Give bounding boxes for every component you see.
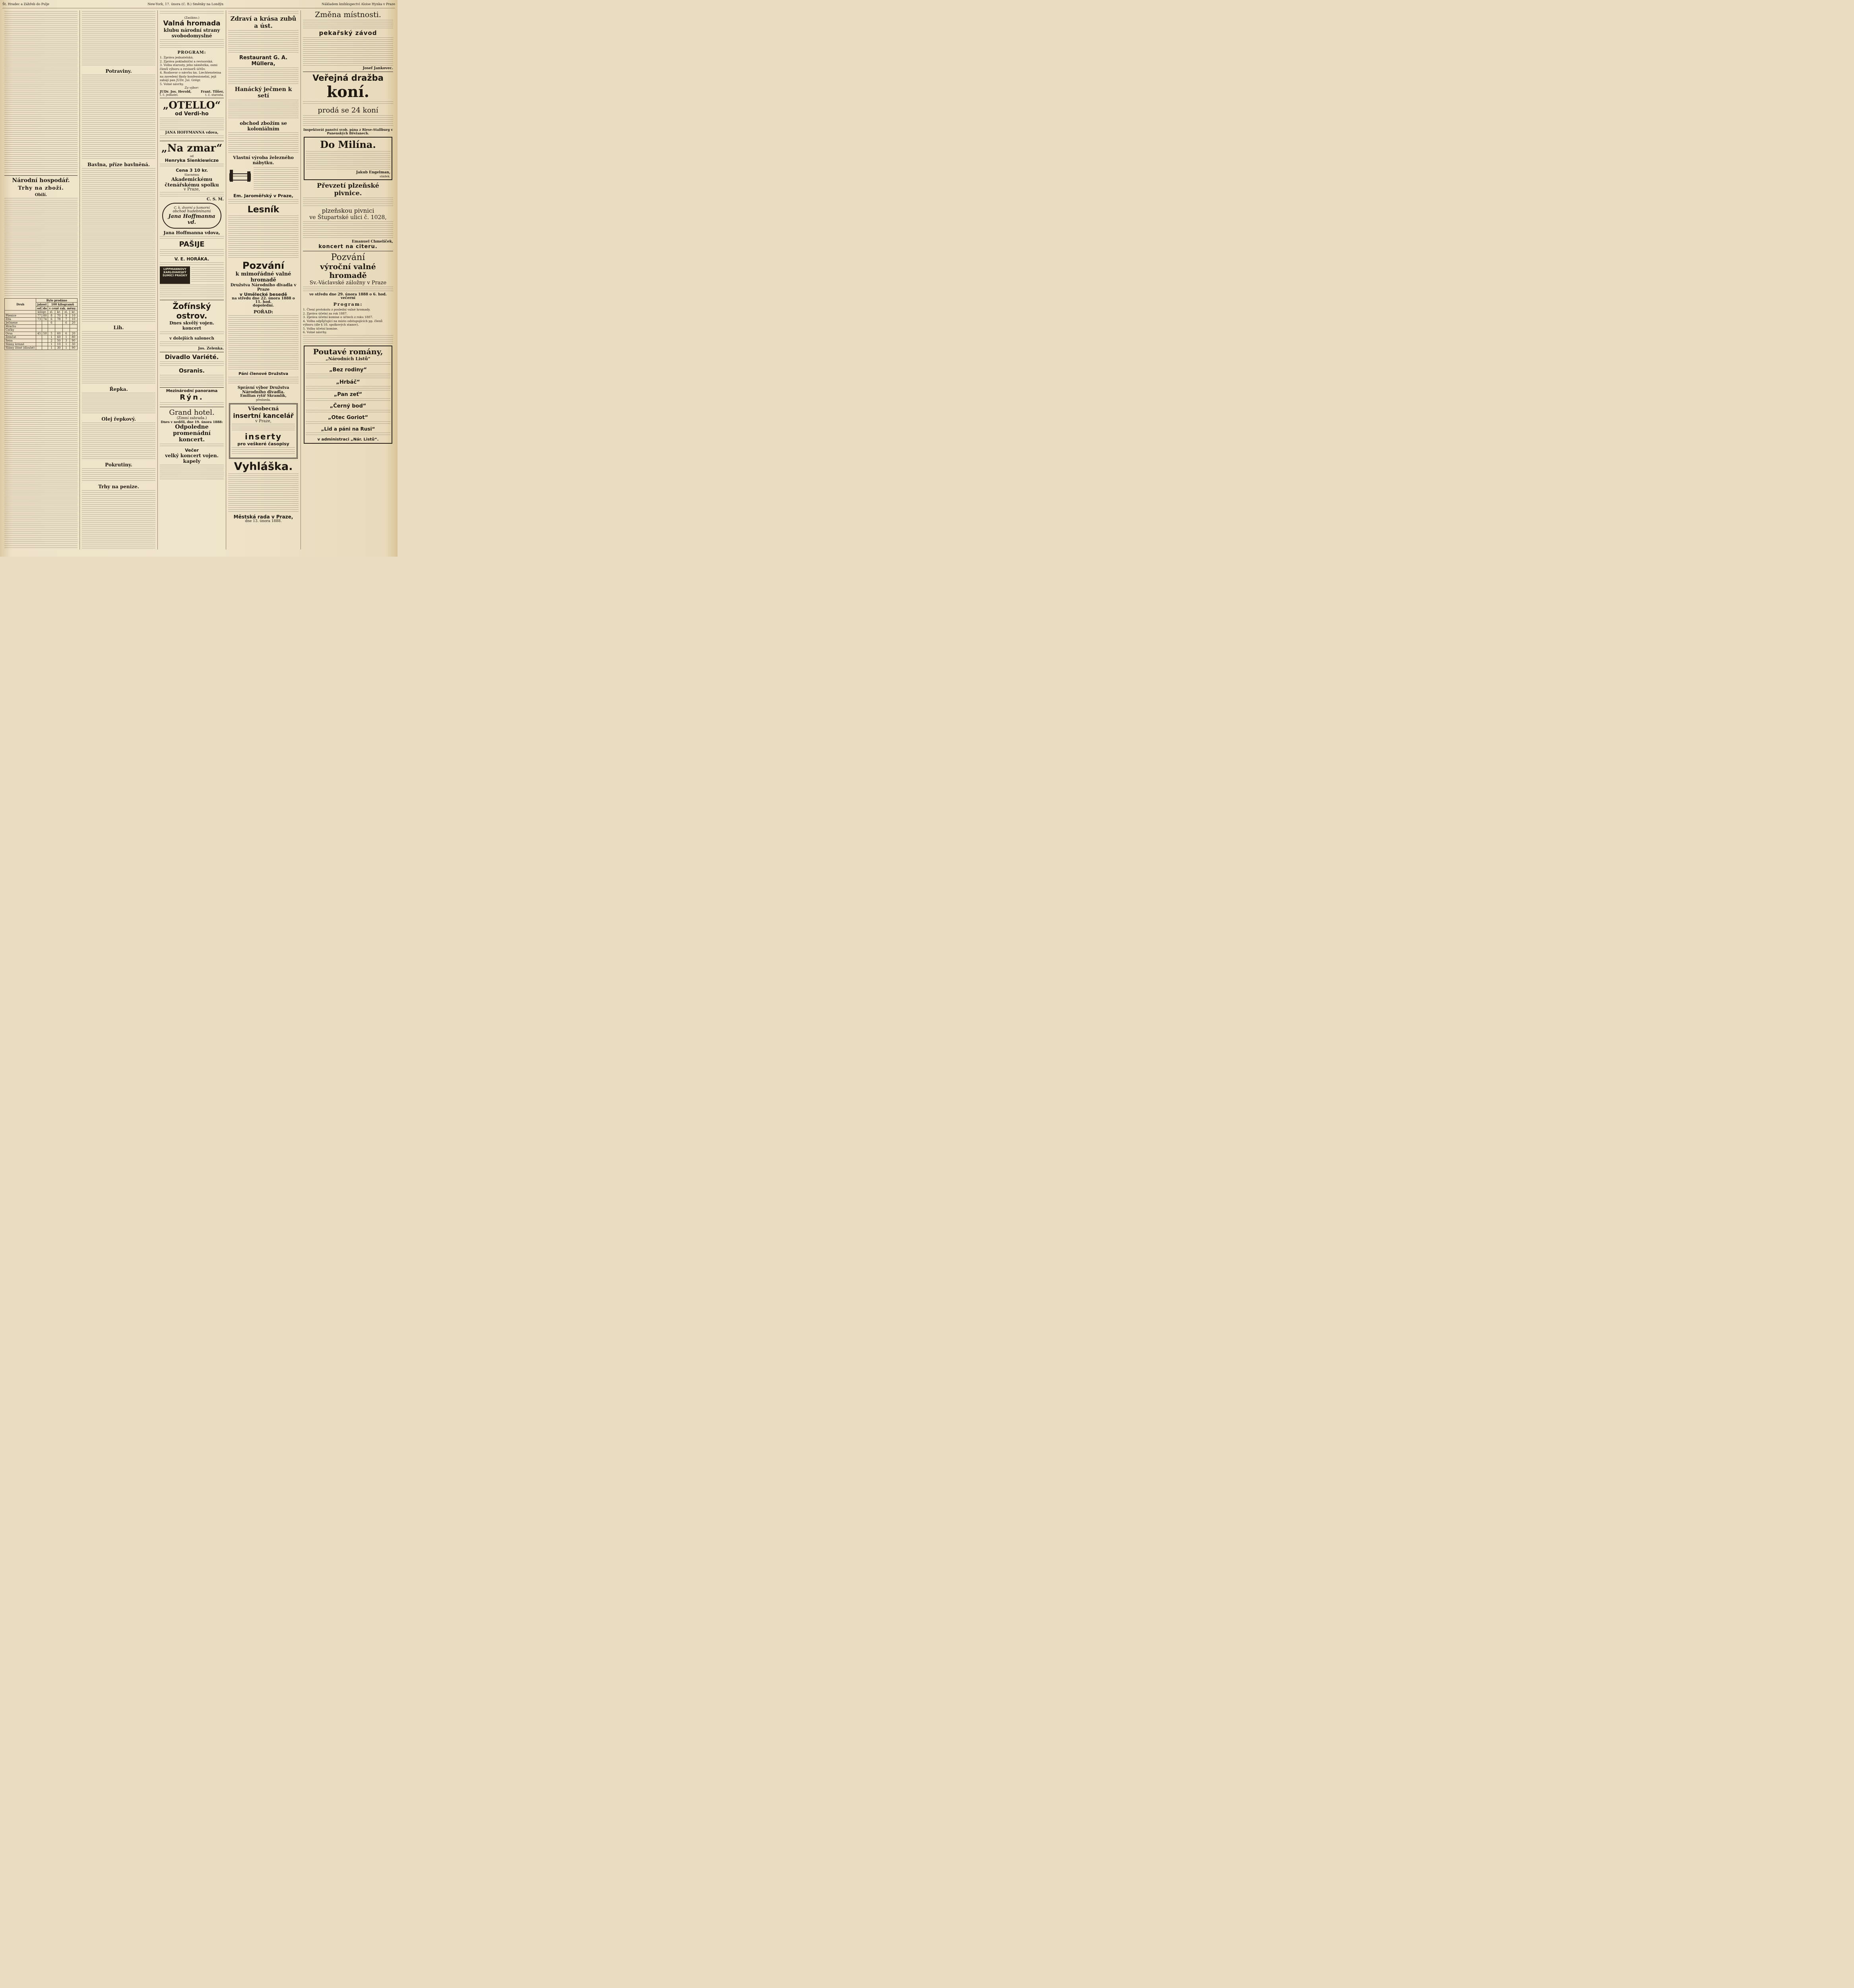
body-text [228, 11, 299, 14]
body-text [191, 267, 224, 283]
body-text [306, 374, 390, 379]
body-text [160, 342, 224, 346]
body-text [4, 11, 78, 174]
body-text [254, 167, 299, 191]
sub-title: Obilí. [35, 193, 47, 197]
annual-date: ve středu dne 29. února 1888 o 6. hod. večerní [309, 293, 387, 300]
novel-item: „Pan zeť“ [334, 391, 363, 398]
od-label: od [190, 154, 194, 158]
th-od: od [36, 307, 42, 311]
body-text [228, 30, 299, 54]
body-text [160, 375, 224, 386]
inspectorate: Inspektorát panství svob. pána z Riese-Stallburg v Panenských Břežanech. [303, 128, 393, 135]
bed-icon [228, 167, 252, 185]
table-row: Sena 2 50 3 90 [5, 339, 78, 343]
horak-name: V. E. HORÁKA. [174, 256, 209, 262]
horses-title: koní. [327, 83, 369, 101]
zofin-salon: v dolejších salonech [169, 336, 214, 341]
table-row: Pšenice 77 80 8 70 9 10 [5, 314, 78, 318]
body-text [82, 331, 155, 385]
column-3 [157, 10, 226, 549]
furniture-title: Vlastní výroba železného nábytku. [233, 155, 294, 165]
section-title: Bavlna, příze bavlněná. [87, 162, 150, 167]
vybor-label: Za výbor: [184, 86, 199, 89]
section-title: Potraviny. [105, 68, 132, 74]
inserty-word: inserty [244, 432, 282, 441]
list-item: 1. Zpráva jednatelská. [160, 56, 194, 59]
meeting-date: na středu dne 22. února 1888 o 11. hod. [232, 297, 295, 304]
zofin-concert: Dnes skvělý vojen. koncert [169, 320, 214, 331]
table-row: Ovsa 45 50 5 60 6 20 [5, 332, 78, 336]
body-text [303, 335, 393, 344]
promenade-concert: promenádní koncert. [173, 430, 211, 443]
initials: C. S. M. [206, 197, 224, 202]
engelman-sig: Jakub Engelman, [356, 171, 390, 175]
novel-item: „Hrbáč“ [336, 379, 360, 385]
pub-name: plzeňskou pivnici [322, 207, 374, 214]
grain-table [4, 298, 78, 350]
council-date: dne 13. února 1888. [245, 519, 282, 523]
theatre-coop: Družstva Národního divadla v Praze [230, 283, 297, 292]
venue: v Umělecké besedě [239, 292, 287, 297]
newspaper-page [0, 0, 398, 557]
column-4 [226, 10, 301, 549]
afternoon-label: Odpoledne [175, 424, 209, 430]
lippmann-logo: LIPPMANNOVY KARLOVARSKÝ ŠUMÍCÍ PRÁŠKY [160, 266, 190, 284]
nazmar-title: „Na zmar“ [161, 142, 223, 154]
table-row: Slámy krmné 1 10 1 30 [5, 343, 78, 346]
body-text [232, 447, 295, 455]
th-unit: 100 kilogramů [48, 303, 78, 307]
body-text [160, 11, 224, 15]
zelenka-sig: Jos. Zelenka. [198, 347, 224, 351]
variete-title: Divadlo Variété. [165, 353, 219, 361]
board-line: Správní výbor Družstva Národního divadla. [237, 386, 289, 394]
top-mid: New-York, 17. února (C. B.) Směnky na Londýn [147, 2, 223, 6]
th-cene: v ceně rak. měny. [48, 307, 78, 311]
agenda-title: POŘAD: [253, 309, 273, 315]
club-name: klubu národní strany svobodomyslné [163, 27, 220, 39]
novel-item: „Černý bod“ [330, 403, 367, 409]
th-do: do [42, 307, 48, 311]
dedication-label: Slavnému [184, 173, 200, 177]
annual-program-title: Program: [333, 302, 363, 307]
slad-label: sládek. [380, 175, 390, 178]
annual-program-list [303, 308, 393, 334]
body-text [160, 249, 224, 256]
section-title: Pokrutiny. [105, 462, 132, 468]
body-text [228, 315, 299, 371]
jaromer-name: Em. Jaroměřský v Praze, [233, 193, 293, 198]
body-text [228, 474, 299, 513]
chmelicek-sig: Emanuel Chmelíček, [352, 240, 393, 244]
office-city: v Praze, [255, 419, 272, 423]
advert-office-box [229, 403, 298, 459]
body-text [306, 410, 390, 414]
th-title: Bylo prodáno [36, 299, 78, 303]
publisher-name: Jana Hoffmanna vdova, [163, 230, 220, 235]
milin-title: Do Milína. [320, 139, 376, 150]
evening-concert: velký koncert vojen. kapely [165, 453, 219, 464]
body-text [306, 421, 390, 425]
barley-title: Hanácký ječmen k setí [235, 86, 292, 99]
table-row: Zemčat 1 60 1 80 [5, 336, 78, 339]
body-text [160, 465, 224, 481]
column-2 [80, 10, 157, 549]
table-row: Hrachu [5, 325, 78, 328]
body-text [228, 132, 299, 154]
body-text [160, 262, 224, 266]
table-row: Čočky [5, 328, 78, 332]
body-text [82, 11, 155, 67]
furniture-ad [228, 167, 299, 192]
pozvani-title: Pozvání [242, 260, 285, 271]
body-text [160, 39, 224, 49]
list-item: 4. Volba odpůjčující na místo odstupujících pp. členů výboru (dle § 18. spolkových stanov). [303, 319, 383, 326]
body-text [82, 468, 155, 482]
body-text [228, 100, 299, 120]
milin-box [304, 137, 392, 180]
publisher-line: JANA HOFFMANNA vdova, [165, 131, 219, 135]
listu-name: „Národních Listů“ [326, 356, 370, 361]
section-title: Národní hospodář. [12, 177, 70, 184]
grand-hotel-sub: (Zimní zahrada.) [176, 416, 207, 420]
office-title: insertní kancelář [233, 412, 294, 419]
body-text [160, 236, 224, 239]
body-text [160, 332, 224, 336]
list-item: 2. Zpráva účetní za rok 1887. [303, 311, 348, 315]
list-item: 3. Zpráva účetní komise o účtech z roku 1887. [303, 315, 373, 319]
signature-tilser: Frant. Tilšer, [200, 89, 224, 93]
body-text [303, 198, 393, 206]
section-title: Trhy na penize. [98, 484, 139, 489]
body-text [82, 75, 155, 160]
meeting-time: dopolední. [252, 304, 274, 308]
body-text [306, 362, 390, 366]
panorama-title: Mezinárodní panorama [166, 389, 218, 393]
bakery-title: pekařský závod [319, 29, 377, 37]
osranis-name: Osranis. [178, 368, 205, 374]
body-text [232, 424, 295, 431]
publisher-stamp: C. k. dvorní a komorní obchod hudebninami Jana Hoffmanna vd. [162, 203, 221, 229]
city-council: Městská rada v Praze, [233, 514, 293, 520]
price-line: Cena 3 10 kr. [176, 168, 208, 173]
verdi-line: od Verdi-ho [175, 111, 209, 117]
novel-item: „Lid a páni na Rusi“ [321, 426, 375, 432]
th-kr: kr. [55, 311, 62, 314]
dedication-city: v Praze, [184, 187, 200, 192]
bank-name: Sv.-Václavské záložny v Praze [309, 280, 387, 286]
th-jakost: jakost [36, 303, 48, 307]
section-title: Lih. [113, 325, 124, 330]
list-item: 4. Rozhovor o návrhu kn. Liechtensteina na zavedení školy konfessionelní, jejž zahájí pan JUDr. Jul. Grégr. [160, 71, 221, 82]
program-list [160, 56, 224, 86]
novels-box [304, 346, 392, 444]
change-title: Změna místnosti. [315, 10, 381, 19]
grand-hotel-date: Dnes v neděli, dne 19. února 1888: [161, 420, 223, 424]
column-1 [2, 10, 80, 549]
list-item: 5. Volné návrhy. [160, 82, 184, 86]
body-text [303, 20, 393, 29]
vseob-label: Všeobecná [248, 406, 279, 412]
top-left: Št. Hradec a Záhřeb do Pulje [2, 2, 50, 6]
body-text [306, 386, 390, 391]
section-title: Řepka. [109, 386, 128, 392]
section-title: Olej řepkový. [101, 416, 136, 422]
extraordinary-meeting: k mimořádné valné hromadě [235, 271, 291, 283]
list-item: 2. Zpráva pokladniční a revisorská. [160, 59, 213, 63]
column-5 [301, 10, 395, 549]
body-text [82, 393, 155, 415]
body-text [228, 215, 299, 259]
skramlik-sig: Emilian rytíř Skramlík, [240, 394, 287, 398]
th-zl: zl. [62, 311, 70, 314]
body-text [4, 198, 78, 297]
vyhlaska-title: Vyhláška. [234, 460, 293, 473]
body-text [160, 192, 224, 197]
sell-horses: prodá se 24 koní [318, 106, 378, 115]
body-text [303, 287, 393, 292]
dental-ad-title: Zdraví a krása zubů a úst. [230, 15, 297, 29]
body-text [82, 423, 155, 460]
body-text [303, 115, 393, 127]
body-text [228, 68, 299, 85]
restaurant-title: Restaurant G. A. Müllera, [239, 55, 288, 67]
novel-item: „Bez rodiny“ [329, 367, 367, 373]
body-text [303, 37, 393, 66]
body-text [306, 433, 390, 437]
body-text [160, 118, 224, 130]
author-line: Henryka Sienkiewicze [165, 158, 219, 163]
admin-line: v administraci „Nár. Listů“. [317, 437, 379, 442]
pub-takeover: Převzetí plzeňské pivnice. [317, 182, 379, 197]
otello-title: „OTELLO“ [163, 99, 221, 111]
table-row: Slámy žitné (dlouhé) 1 30 1 90 [5, 346, 78, 350]
invite-title: Pozvání [331, 252, 365, 262]
signature-herold: JUDr. Jos. Herold, [160, 89, 192, 93]
dedication-society: Akademickému čtenářskému spolku [165, 177, 219, 188]
signatures [160, 89, 224, 93]
body-text [160, 285, 224, 299]
list-item: 1. Čtení protokolu z poslední valné hromady. [303, 308, 370, 311]
novel-item: „Otec Goriot“ [328, 414, 368, 421]
body-text [306, 151, 390, 170]
annual-meeting: výroční valné hromadě [320, 262, 376, 280]
body-text [82, 168, 155, 323]
body-text [160, 136, 224, 140]
evening-label: Večer [185, 448, 199, 453]
novels-title: Poutavé romány, [313, 347, 383, 356]
ryn-title: Rýn. [180, 393, 204, 402]
body-text [303, 221, 393, 239]
top-right: Nákladem knihkupectví Aloise Hynka v Praze [322, 2, 395, 6]
body-text [160, 402, 224, 406]
list-item: 5. Volba účetní komise. [303, 326, 338, 330]
zofin-title: Žofínský ostrov. [173, 301, 211, 320]
top-strip [2, 2, 395, 8]
body-text [228, 199, 299, 204]
body-text [160, 164, 224, 167]
all-journals: pro veškeré časopisy [237, 441, 289, 447]
th-druh: Druh [5, 299, 36, 311]
colonial-shop: obchod zbožím se koloniálním [240, 120, 287, 132]
table-row: Žita 73 74 6 78 7 10 [5, 318, 78, 321]
th-kr: kr. [70, 311, 77, 314]
body-text [228, 377, 299, 385]
meeting-heading: Valná hromada [163, 19, 221, 27]
grand-hotel-title: Grand hotel. [169, 408, 215, 417]
body-text [4, 351, 78, 549]
signature-roles: t. č. jednatel. t. č. starosta. [160, 93, 224, 97]
th-kilogr: kilogr. [36, 311, 48, 314]
program-title: PROGRAM: [177, 50, 206, 55]
lippmann-ad [160, 266, 224, 284]
list-item: 6. Volné návrhy. [303, 330, 327, 334]
body-text [82, 490, 155, 549]
chair-label: předseda. [256, 398, 271, 402]
body-text [303, 101, 393, 105]
pub-address: ve Štupartské ulici č. 1028, [309, 214, 387, 221]
zaslano-label: (Zasláno.) [184, 16, 200, 19]
body-text [160, 361, 224, 367]
auction-title: Veřejná dražba [312, 73, 384, 83]
table-row: Ječmene 6 6 20 [5, 321, 78, 325]
jankovec-sig: Josef Jankovec. [363, 66, 393, 70]
th-zl: zl. [48, 311, 55, 314]
lesnik-title: Lesník [247, 205, 279, 215]
body-text [160, 444, 224, 447]
pasije-title: PAŠIJE [179, 240, 205, 248]
members-line: Páni členové Družstva [239, 372, 288, 376]
body-text [306, 398, 390, 402]
subsection-title: Trhy na zboží. [18, 185, 64, 191]
zither-concert: koncert na citeru. [318, 244, 378, 250]
list-item: 3. Volba starosty, jeho náměstka, osmi členů výboru a revisorů účtův. [160, 63, 218, 71]
